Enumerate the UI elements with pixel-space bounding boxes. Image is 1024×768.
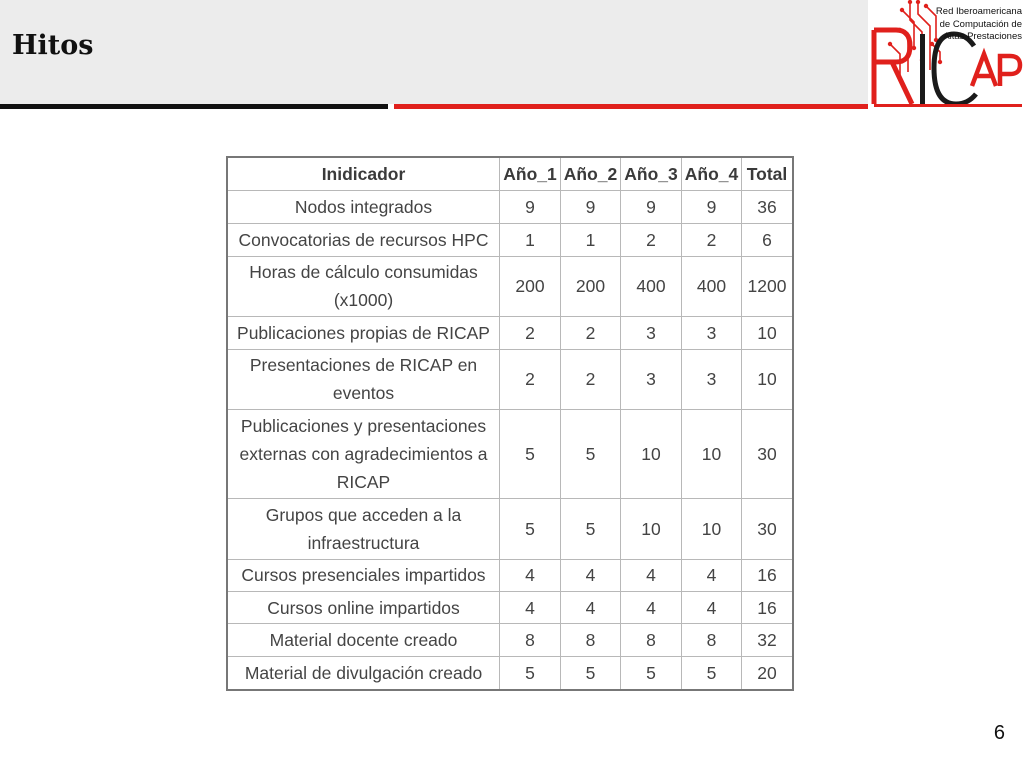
table-row [228, 499, 793, 560]
indicator-cell: Material docente creado [228, 624, 500, 656]
value-cell: 9 [621, 191, 682, 224]
table-header-row [228, 158, 793, 191]
ricap-logo [870, 0, 1024, 112]
value-cell: 5 [500, 410, 561, 499]
value-cell: 4 [561, 559, 621, 591]
column-header: Inidicador [228, 158, 500, 191]
value-cell: 20 [742, 656, 793, 689]
table-row [228, 224, 793, 256]
value-cell: 8 [561, 624, 621, 656]
value-cell: 4 [621, 591, 682, 623]
column-header: Año_4 [682, 158, 742, 191]
value-cell: 200 [561, 256, 621, 317]
value-cell: 4 [621, 559, 682, 591]
value-cell: 3 [682, 349, 742, 410]
value-cell: 30 [742, 499, 793, 560]
value-cell: 16 [742, 591, 793, 623]
header-rule-dark [0, 104, 388, 109]
header-band [0, 0, 868, 104]
indicator-cell: Presentaciones de RICAP en eventos [228, 349, 500, 410]
indicator-cell: Publicaciones propias de RICAP [228, 317, 500, 349]
value-cell: 2 [682, 224, 742, 256]
logo-letter-c-icon [934, 34, 976, 104]
value-cell: 5 [500, 656, 561, 689]
value-cell: 4 [682, 591, 742, 623]
table-row [228, 410, 793, 499]
value-cell: 8 [682, 624, 742, 656]
table-row [228, 256, 793, 317]
value-cell: 5 [561, 656, 621, 689]
value-cell: 9 [500, 191, 561, 224]
logo-tagline-line: Altas Prestaciones [943, 31, 1022, 42]
value-cell: 400 [682, 256, 742, 317]
milestones-table [227, 157, 793, 690]
logo-letter-a-icon [972, 54, 996, 86]
value-cell: 4 [500, 559, 561, 591]
logo-tagline-line: de Computación de [939, 18, 1022, 30]
column-header: Año_1 [500, 158, 561, 191]
value-cell: 8 [500, 624, 561, 656]
value-cell: 3 [621, 349, 682, 410]
value-cell: 1 [500, 224, 561, 256]
indicator-cell: Convocatorias de recursos HPC [228, 224, 500, 256]
table-row [228, 191, 793, 224]
table-row [228, 559, 793, 591]
logo-underline [874, 104, 1022, 107]
table-body [228, 191, 793, 690]
value-cell: 36 [742, 191, 793, 224]
logo-letter-p-icon [1000, 56, 1020, 86]
indicator-cell: Publicaciones y presentaciones externas con agradecimientos a RICAP [228, 410, 500, 499]
column-header: Total [742, 158, 793, 191]
value-cell: 1 [561, 224, 621, 256]
value-cell: 9 [561, 191, 621, 224]
value-cell: 10 [682, 410, 742, 499]
indicator-cell: Nodos integrados [228, 191, 500, 224]
value-cell: 3 [621, 317, 682, 349]
value-cell: 2 [500, 349, 561, 410]
value-cell: 8 [621, 624, 682, 656]
value-cell: 2 [561, 317, 621, 349]
value-cell: 16 [742, 559, 793, 591]
value-cell: 2 [561, 349, 621, 410]
value-cell: 1200 [742, 256, 793, 317]
indicator-cell: Horas de cálculo consumidas (x1000) [228, 256, 500, 317]
value-cell: 4 [561, 591, 621, 623]
table-row [228, 624, 793, 656]
value-cell: 5 [500, 499, 561, 560]
indicator-cell: Cursos presenciales impartidos [228, 559, 500, 591]
value-cell: 10 [621, 499, 682, 560]
table-row [228, 591, 793, 623]
value-cell: 5 [682, 656, 742, 689]
logo-tagline [926, 6, 1022, 44]
value-cell: 4 [682, 559, 742, 591]
indicator-cell: Grupos que acceden a la infraestructura [228, 499, 500, 560]
value-cell: 5 [561, 410, 621, 499]
value-cell: 5 [621, 656, 682, 689]
value-cell: 2 [500, 317, 561, 349]
column-header: Año_3 [621, 158, 682, 191]
value-cell: 200 [500, 256, 561, 317]
logo-letter-i-icon [920, 34, 925, 104]
logo-tagline-line: Red Iberoamericana [935, 6, 1022, 17]
value-cell: 2 [621, 224, 682, 256]
value-cell: 30 [742, 410, 793, 499]
value-cell: 5 [561, 499, 621, 560]
value-cell: 32 [742, 624, 793, 656]
value-cell: 10 [682, 499, 742, 560]
value-cell: 400 [621, 256, 682, 317]
value-cell: 3 [682, 317, 742, 349]
logo-letter-r-icon [874, 30, 912, 104]
indicator-cell: Material de divulgación creado [228, 656, 500, 689]
value-cell: 10 [621, 410, 682, 499]
milestones-table-container [227, 157, 792, 690]
table-row [228, 349, 793, 410]
table-row [228, 656, 793, 689]
column-header: Año_2 [561, 158, 621, 191]
page-number: 6 [993, 722, 1005, 744]
value-cell: 4 [500, 591, 561, 623]
slide-title: Hitos [12, 30, 94, 61]
value-cell: 10 [742, 349, 793, 410]
table-row [228, 317, 793, 349]
value-cell: 10 [742, 317, 793, 349]
value-cell: 6 [742, 224, 793, 256]
value-cell: 9 [682, 191, 742, 224]
indicator-cell: Cursos online impartidos [228, 591, 500, 623]
header-rule-red [394, 104, 868, 109]
